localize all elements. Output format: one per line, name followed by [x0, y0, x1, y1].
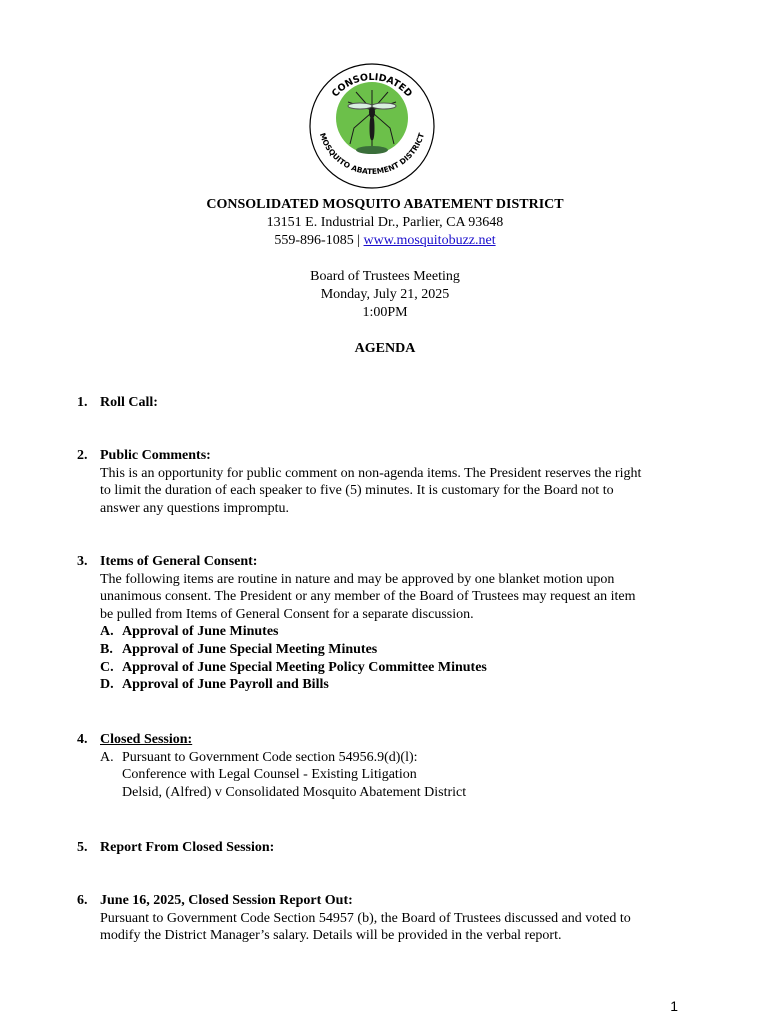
- description-line: This is an opportunity for public comment on non-agenda items. The President reserves the right: [100, 465, 642, 481]
- org-header: [0, 196, 770, 250]
- closed-session-detail: Conference with Legal Counsel - Existing Litigation: [122, 767, 417, 783]
- meeting-date: Monday, July 21, 2025: [320, 287, 450, 302]
- description-line: be pulled from Items of General Consent for a separate discussion.: [100, 606, 474, 622]
- item-number: 2.: [77, 448, 88, 463]
- org-contact: [0, 232, 770, 250]
- agenda-label: AGENDA: [354, 341, 416, 356]
- page-number: 1: [670, 998, 678, 1014]
- item-number: 5.: [77, 840, 88, 855]
- agenda-item-3: [77, 553, 697, 694]
- consent-item-d: D. Approval of June Payroll and Bills: [100, 677, 329, 693]
- consent-item-a: A. Approval of June Minutes: [100, 624, 279, 640]
- item-description: [77, 571, 697, 624]
- description-line: modify the District Manager’s salary. Details will be provided in the verbal report.: [100, 928, 562, 944]
- meeting-info: [0, 268, 770, 322]
- item-title: Public Comments:: [100, 448, 211, 463]
- item-number: 6.: [77, 893, 88, 908]
- org-phone: 559-896-1085 |: [274, 233, 364, 248]
- description-line: Pursuant to Government Code Section 54957 (b), the Board of Trustees discussed and voted to: [100, 910, 631, 926]
- district-logo: [308, 62, 436, 190]
- agenda-item-1: [77, 394, 697, 412]
- description-line: The following items are routine in nature and may be approved by one blanket motion upon: [100, 571, 615, 587]
- agenda-item-6: [77, 892, 697, 945]
- closed-session-case: Delsid, (Alfred) v Consolidated Mosquito Abatement District: [122, 784, 467, 800]
- agenda-item-2: [77, 447, 697, 517]
- item-number: 1.: [77, 395, 88, 410]
- meeting-title: Board of Trustees Meeting: [310, 269, 460, 284]
- consent-item-b: B. Approval of June Special Meeting Minutes: [100, 641, 378, 657]
- item-title: June 16, 2025, Closed Session Report Out:: [100, 893, 353, 908]
- description-line: to limit the duration of each speaker to five (5) minutes. It is customary for the Board not to: [100, 483, 614, 499]
- description-line: answer any questions impromptu.: [100, 500, 289, 516]
- svg-text:CONSOLIDATED: CONSOLIDATED: [329, 71, 415, 100]
- item-description: [77, 910, 697, 945]
- item-title: Closed Session:: [100, 732, 193, 747]
- agenda-item-5: [77, 839, 697, 857]
- closed-session-sub-a: A. Pursuant to Government Code section 54956.9(d)(l):: [100, 749, 418, 765]
- website-link[interactable]: www.mosquitobuzz.net: [363, 233, 496, 248]
- agenda-heading: [0, 340, 770, 358]
- consent-item-c: C. Approval of June Special Meeting Policy Committee Minutes: [100, 659, 487, 675]
- org-name: CONSOLIDATED MOSQUITO ABATEMENT DISTRICT: [206, 197, 564, 212]
- agenda-item-4: [77, 731, 697, 801]
- org-address: 13151 E. Industrial Dr., Parlier, CA 93648: [266, 215, 504, 230]
- item-title: Roll Call:: [100, 395, 158, 410]
- item-title: Items of General Consent:: [100, 554, 258, 569]
- item-description: [77, 465, 697, 518]
- description-line: unanimous consent. The President or any member of the Board of Trustees may request an item: [100, 589, 636, 605]
- meeting-time: 1:00PM: [362, 305, 408, 320]
- item-number: 3.: [77, 554, 88, 569]
- item-title: Report From Closed Session:: [100, 840, 275, 855]
- item-number: 4.: [77, 732, 88, 747]
- svg-text:MOSQUITO ABATEMENT DISTRICT: MOSQUITO ABATEMENT DISTRICT: [317, 131, 427, 177]
